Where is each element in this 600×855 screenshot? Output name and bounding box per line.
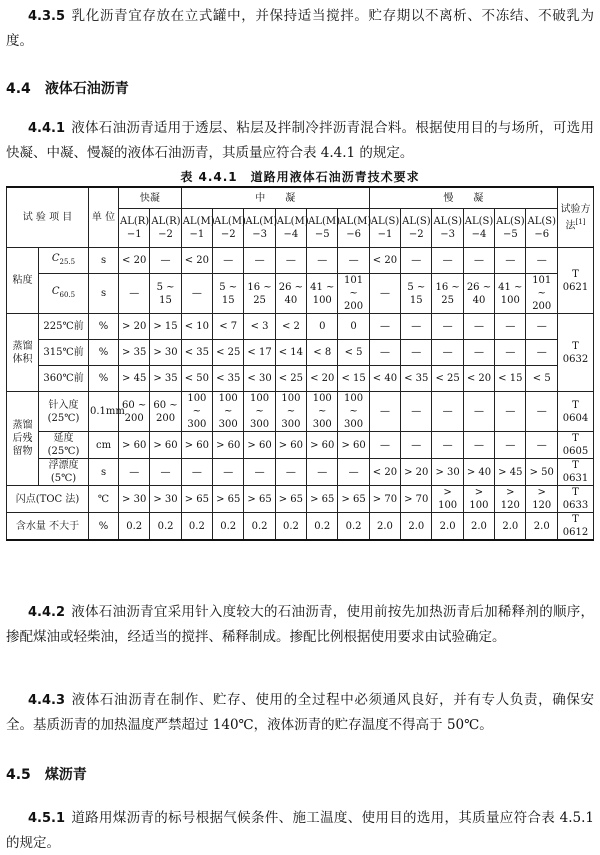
table-cell: 5 ~ 15 (213, 274, 244, 314)
row-item-label: 315℃前 (39, 340, 89, 366)
header-grade: AL(S) −5 (495, 209, 526, 248)
table-cell: — (338, 459, 369, 486)
table-cell: > 20 (119, 314, 150, 340)
table-cell: 0 (307, 314, 338, 340)
table-cell: — (495, 248, 526, 274)
table-cell: — (432, 392, 463, 432)
table-cell: < 25 (275, 366, 306, 392)
table-cell: 2.0 (401, 513, 432, 541)
table-cell: > 65 (213, 486, 244, 513)
table-cell: 41 ~ 100 (495, 274, 526, 314)
row-unit: 0.1mm (89, 392, 119, 432)
table-cell: 100 ~ 300 (307, 392, 338, 432)
table-cell: — (369, 314, 400, 340)
table-cell: < 17 (244, 340, 275, 366)
table-cell: < 30 (244, 366, 275, 392)
table-cell: 26 ~ 40 (275, 274, 306, 314)
table-cell: > 65 (181, 486, 212, 513)
table-cell: — (463, 314, 494, 340)
table-cell: — (119, 274, 150, 314)
header-grade: AL(M) −6 (338, 209, 369, 248)
table-cell: 0 (338, 314, 369, 340)
row-item-label: $C_{25.5}$ (39, 248, 89, 274)
table-cell: > 30 (150, 340, 181, 366)
table-cell: < 14 (275, 340, 306, 366)
table-cell: 100 ~ 300 (338, 392, 369, 432)
table-cell: > 50 (526, 459, 558, 486)
table-cell: — (119, 459, 150, 486)
paragraph-4-4-3 (6, 688, 594, 737)
table-cell: > 120 (495, 486, 526, 513)
table-cell: < 40 (369, 366, 400, 392)
table-row (7, 432, 594, 459)
table-cell: — (526, 314, 558, 340)
table-cell: — (150, 248, 181, 274)
table-cell: — (244, 248, 275, 274)
row-unit: s (89, 248, 119, 274)
table-cell: — (275, 459, 306, 486)
table-cell: < 35 (401, 366, 432, 392)
paragraph-4-4-2 (6, 600, 594, 649)
table-cell: — (526, 248, 558, 274)
row-test-method: T 0632 (558, 314, 594, 392)
clause-text: 道路用煤沥青的标号根据气候条件、施工温度、使用目的选用，其质量应符合表 4.5.1 的规定。 (6, 810, 594, 851)
table-cell: > 60 (275, 432, 306, 459)
table-cell: 16 ~ 25 (244, 274, 275, 314)
row-unit: % (89, 340, 119, 366)
table-cell: — (432, 432, 463, 459)
table-cell: > 65 (275, 486, 306, 513)
table-cell: — (401, 432, 432, 459)
table-cell: — (401, 314, 432, 340)
table-cell: < 3 (244, 314, 275, 340)
table-cell: > 15 (150, 314, 181, 340)
clause-text: 液体石油沥青在制作、贮存、使用的全过程中必须通风良好，并有专人负责，确保安全。基质沥青的加热温度严禁超过 140℃，液体沥青的贮存温度不得高于 50℃。 (6, 692, 594, 733)
row-item-label: 浮漂度(5℃) (39, 459, 89, 486)
row-unit: ℃ (89, 486, 119, 513)
table-cell: — (369, 340, 400, 366)
header-grade: AL(S) −3 (432, 209, 463, 248)
section-title: 煤沥青 (44, 767, 87, 783)
table-cell: 0.2 (275, 513, 306, 541)
table-row (7, 248, 594, 274)
table-cell: 60 ~ 200 (150, 392, 181, 432)
table-cell: > 35 (119, 340, 150, 366)
table-cell: > 65 (338, 486, 369, 513)
table-cell: < 2 (275, 314, 306, 340)
row-item-label: 含水量 不大于 (7, 513, 89, 541)
table-cell: 0.2 (119, 513, 150, 541)
table-cell: 26 ~ 40 (463, 274, 494, 314)
table-cell: < 20 (369, 248, 400, 274)
section-number: 4.4 (6, 81, 31, 97)
table-cell: — (495, 340, 526, 366)
row-unit: % (89, 314, 119, 340)
section-title: 液体石油沥青 (44, 81, 129, 97)
clause-number: 4.4.3 (28, 693, 66, 708)
table-cell: 41 ~ 100 (307, 274, 338, 314)
clause-number: 4.4.1 (28, 121, 66, 136)
row-test-method: T 0633 (558, 486, 594, 513)
table-cell: — (150, 459, 181, 486)
table-cell: > 100 (432, 486, 463, 513)
table-cell: < 8 (307, 340, 338, 366)
table-cell: > 60 (119, 432, 150, 459)
row-unit: cm (89, 432, 119, 459)
table-row (7, 459, 594, 486)
table-cell: — (307, 248, 338, 274)
table-cell: < 20 (307, 366, 338, 392)
table-cell: 60 ~ 200 (119, 392, 150, 432)
table-cell: 0.2 (150, 513, 181, 541)
row-item-label: 225℃前 (39, 314, 89, 340)
table-cell: > 60 (213, 432, 244, 459)
row-item-label: 针入度(25℃) (39, 392, 89, 432)
header-unit: 单 位 (89, 187, 119, 248)
table-row (7, 486, 594, 513)
header-medium-setting: 中 凝 (181, 187, 369, 209)
table-cell: 2.0 (463, 513, 494, 541)
table-cell: > 30 (432, 459, 463, 486)
header-grade: AL(M) −2 (213, 209, 244, 248)
row-group-label: 蒸馏后残留物 (7, 392, 39, 486)
header-test-method: 试验方法[1] (558, 187, 594, 248)
table-cell: 0.2 (338, 513, 369, 541)
table-cell: — (526, 392, 558, 432)
table-cell: — (338, 248, 369, 274)
row-unit: % (89, 513, 119, 541)
row-item-label: 延度(25℃) (39, 432, 89, 459)
table-row (7, 340, 594, 366)
table-cell: — (369, 432, 400, 459)
table-cell: < 20 (181, 248, 212, 274)
table-cell: > 65 (307, 486, 338, 513)
table-cell: < 5 (526, 366, 558, 392)
row-unit: % (89, 366, 119, 392)
paragraph-4-3-5 (6, 4, 594, 53)
table-cell: — (432, 314, 463, 340)
table-cell: — (495, 392, 526, 432)
table-cell: > 100 (463, 486, 494, 513)
table-cell: 0.2 (307, 513, 338, 541)
table-cell: — (181, 274, 212, 314)
row-unit: s (89, 274, 119, 314)
table-cell: < 7 (213, 314, 244, 340)
table-cell: < 35 (181, 340, 212, 366)
header-grade: AL(M) −3 (244, 209, 275, 248)
row-test-method: T 0605 (558, 432, 594, 459)
row-item-label: $C_{60.5}$ (39, 274, 89, 314)
table-cell: < 15 (495, 366, 526, 392)
table-cell: > 60 (338, 432, 369, 459)
clause-number: 4.5.1 (28, 811, 66, 826)
table-cell: 100 ~ 300 (213, 392, 244, 432)
row-group-label: 蒸馏体积 (7, 314, 39, 392)
table-cell: < 10 (181, 314, 212, 340)
table-row (7, 513, 594, 541)
table-cell: 2.0 (526, 513, 558, 541)
row-test-method: T 0604 (558, 392, 594, 432)
row-test-method: T 0612 (558, 513, 594, 541)
table-cell: < 20 (463, 366, 494, 392)
header-grade: AL(R) −1 (119, 209, 150, 248)
table-cell: — (369, 392, 400, 432)
table-cell: 2.0 (495, 513, 526, 541)
section-heading-4-5 (6, 764, 87, 784)
table-cell: < 25 (213, 340, 244, 366)
table-cell: — (181, 459, 212, 486)
table-cell: — (526, 340, 558, 366)
table-cell: > 60 (244, 432, 275, 459)
table-row (7, 392, 594, 432)
table-cell: < 50 (181, 366, 212, 392)
header-test-item: 试 验 项 目 (7, 187, 89, 248)
header-grade: AL(R) −2 (150, 209, 181, 248)
table-caption: 表 4.4.1 道路用液体石油沥青技术要求 (180, 170, 420, 184)
table-cell: > 45 (119, 366, 150, 392)
clause-text: 液体石油沥青适用于透层、粘层及拌制冷拌沥青混合料。根据使用目的与场所，可选用快凝、中凝、慢凝的液体石油沥青，其质量应符合表 4.4.1 的规定。 (6, 120, 594, 161)
table-cell: > 60 (150, 432, 181, 459)
table-cell: < 25 (432, 366, 463, 392)
clause-number: 4.4.2 (28, 605, 66, 620)
table-cell: — (401, 340, 432, 366)
header-grade: AL(S) −6 (526, 209, 558, 248)
clause-text: 液体石油沥青宜采用针入度较大的石油沥青，使用前按先加热沥青后加稀释剂的顺序，掺配煤油或轻柴油，经适当的搅拌、稀释制成。掺配比例根据使用要求由试验确定。 (6, 604, 594, 645)
section-heading-4-4 (6, 78, 129, 98)
clause-text: 乳化沥青宜存放在立式罐中，并保持适当搅拌。贮存期以不离析、不冻结、不破乳为度。 (6, 8, 594, 49)
paragraph-4-4-1 (6, 116, 594, 165)
table-cell: — (244, 459, 275, 486)
header-grade: AL(M) −1 (181, 209, 212, 248)
section-number: 4.5 (6, 767, 31, 783)
table-cell: 101 ~ 200 (526, 274, 558, 314)
table-cell: 16 ~ 25 (432, 274, 463, 314)
table-row (7, 366, 594, 392)
table-cell: 100 ~ 300 (181, 392, 212, 432)
table-cell: 0.2 (213, 513, 244, 541)
table-cell: — (369, 274, 400, 314)
table-cell: < 35 (213, 366, 244, 392)
table-cell: 5 ~ 15 (401, 274, 432, 314)
table-cell: 101 ~ 200 (338, 274, 369, 314)
header-slow-setting: 慢 凝 (369, 187, 557, 209)
header-grade: AL(S) −4 (463, 209, 494, 248)
asphalt-spec-table (6, 186, 594, 541)
table-cell: — (463, 340, 494, 366)
table-cell: > 30 (150, 486, 181, 513)
table-cell: < 20 (119, 248, 150, 274)
paragraph-4-5-1 (6, 806, 594, 855)
table-cell: > 30 (119, 486, 150, 513)
table-cell: — (463, 392, 494, 432)
table-cell: 5 ~ 15 (150, 274, 181, 314)
table-cell: > 35 (150, 366, 181, 392)
table-cell: > 65 (244, 486, 275, 513)
header-grade: AL(M) −5 (307, 209, 338, 248)
row-group-label: 粘度 (7, 248, 39, 314)
table-row (7, 314, 594, 340)
table-cell: — (275, 248, 306, 274)
clause-number: 4.3.5 (28, 9, 66, 24)
header-fast-setting: 快凝 (119, 187, 182, 209)
table-cell: 100 ~ 300 (275, 392, 306, 432)
table-cell: > 40 (463, 459, 494, 486)
table-cell: > 60 (307, 432, 338, 459)
row-item-label: 360℃前 (39, 366, 89, 392)
table-cell: — (526, 432, 558, 459)
table-cell: 0.2 (244, 513, 275, 541)
table-cell: — (401, 248, 432, 274)
table-cell: > 120 (526, 486, 558, 513)
table-cell: 100 ~ 300 (244, 392, 275, 432)
table-row (7, 274, 594, 314)
table-cell: — (432, 340, 463, 366)
table-cell: — (213, 248, 244, 274)
table-cell: — (495, 314, 526, 340)
table-cell: 0.2 (181, 513, 212, 541)
table-cell: — (213, 459, 244, 486)
row-item-label: 闪点(TOC 法) (7, 486, 89, 513)
table-cell: 2.0 (369, 513, 400, 541)
table-cell: < 5 (338, 340, 369, 366)
table-cell: < 20 (369, 459, 400, 486)
table-cell: — (495, 432, 526, 459)
row-unit: s (89, 459, 119, 486)
header-grade: AL(M) −4 (275, 209, 306, 248)
header-grade: AL(S) −2 (401, 209, 432, 248)
table-cell: > 70 (369, 486, 400, 513)
table-cell: — (463, 248, 494, 274)
table-cell: > 45 (495, 459, 526, 486)
table-cell: — (463, 432, 494, 459)
table-cell: 2.0 (432, 513, 463, 541)
table-cell: > 70 (401, 486, 432, 513)
row-test-method: T 0631 (558, 459, 594, 486)
table-cell: > 60 (181, 432, 212, 459)
table-cell: — (307, 459, 338, 486)
table-cell: — (432, 248, 463, 274)
row-test-method: T 0621 (558, 248, 594, 314)
header-grade: AL(S) −1 (369, 209, 400, 248)
table-cell: < 15 (338, 366, 369, 392)
table-cell: > 20 (401, 459, 432, 486)
table-cell: — (401, 392, 432, 432)
